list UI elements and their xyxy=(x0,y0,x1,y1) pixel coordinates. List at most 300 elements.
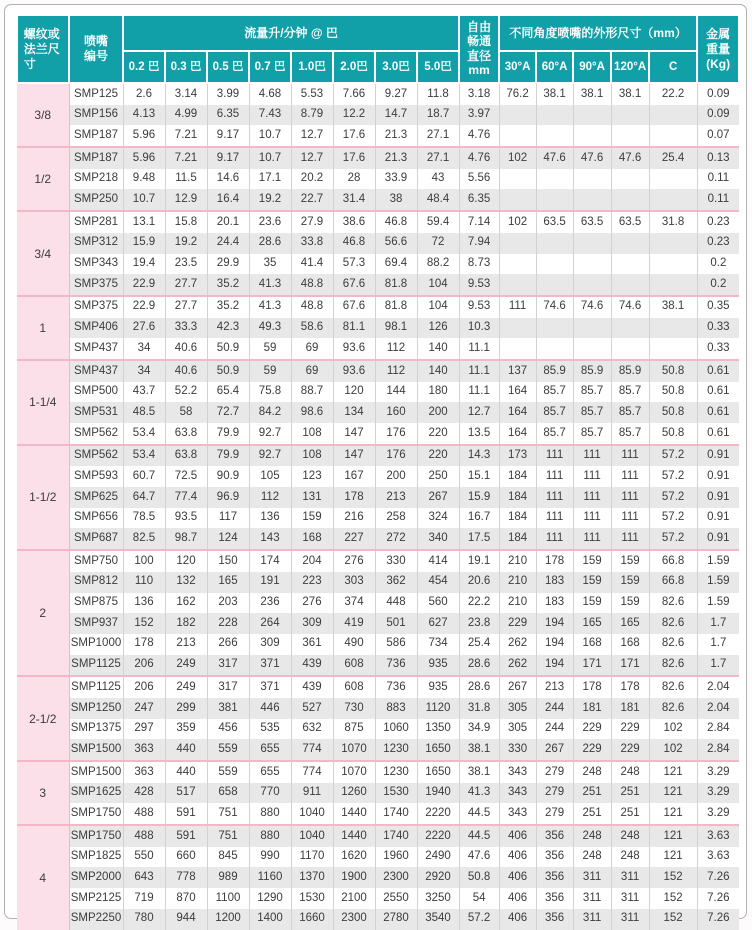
dim-cell: 74.6 xyxy=(611,296,649,318)
dim-cell: 305 xyxy=(499,719,536,740)
weight-cell: 0.61 xyxy=(697,402,739,423)
flow-cell: 880 xyxy=(249,803,291,825)
header-pressure-col: 0.2 巴 xyxy=(123,51,165,83)
dim-cell xyxy=(611,254,649,275)
flow-cell: 120 xyxy=(333,382,375,403)
dim-cell: 50.8 xyxy=(649,382,697,403)
dim-cell: 311 xyxy=(611,888,649,909)
flow-cell: 2300 xyxy=(375,867,417,888)
dim-cell xyxy=(573,338,611,360)
dim-cell: 305 xyxy=(499,698,536,719)
table-row xyxy=(17,360,739,382)
dim-cell xyxy=(499,274,536,296)
flow-cell: 140 xyxy=(417,338,459,360)
dim-cell: 47.6 xyxy=(573,147,611,169)
flow-cell: 100 xyxy=(123,550,165,572)
flow-cell: 1400 xyxy=(249,909,291,930)
flow-cell: 591 xyxy=(165,803,207,825)
dia-cell: 16.7 xyxy=(459,508,499,529)
dia-cell: 10.3 xyxy=(459,318,499,339)
flow-cell: 69 xyxy=(291,338,333,360)
flow-cell: 56.6 xyxy=(375,233,417,254)
flow-cell: 324 xyxy=(417,508,459,529)
flow-cell: 182 xyxy=(165,613,207,634)
flow-cell: 272 xyxy=(375,528,417,550)
flow-cell: 59 xyxy=(249,338,291,360)
flow-cell: 165 xyxy=(207,572,249,593)
dim-cell: 159 xyxy=(573,572,611,593)
flow-cell: 48.5 xyxy=(123,402,165,423)
flow-cell: 88.2 xyxy=(417,254,459,275)
header-pressure-col: 0.7 巴 xyxy=(249,51,291,83)
dim-cell: 152 xyxy=(649,909,697,930)
flow-cell: 53.4 xyxy=(123,423,165,445)
flow-cell: 935 xyxy=(417,655,459,677)
flow-cell: 1160 xyxy=(249,867,291,888)
flow-cell: 330 xyxy=(375,550,417,572)
flow-cell: 53.4 xyxy=(123,445,165,467)
flow-cell: 317 xyxy=(207,655,249,677)
flow-cell: 200 xyxy=(375,466,417,487)
table-row xyxy=(17,254,739,275)
flow-cell: 220 xyxy=(417,445,459,467)
table-row xyxy=(17,909,739,930)
flow-cell: 770 xyxy=(249,783,291,804)
dim-cell: 159 xyxy=(611,550,649,572)
dim-cell: 251 xyxy=(611,783,649,804)
flow-cell: 27.6 xyxy=(123,318,165,339)
dia-cell: 4.76 xyxy=(459,125,499,147)
header-size: 螺纹或法兰尺寸 xyxy=(17,15,69,83)
flow-cell: 5.96 xyxy=(123,147,165,169)
flow-cell: 178 xyxy=(123,634,165,655)
dia-cell: 38.1 xyxy=(459,739,499,761)
flow-cell: 7.21 xyxy=(165,125,207,147)
flow-cell: 3.14 xyxy=(165,83,207,105)
dim-cell xyxy=(573,169,611,190)
flow-cell: 60.7 xyxy=(123,466,165,487)
dim-cell: 50.8 xyxy=(649,423,697,445)
dia-cell: 14.3 xyxy=(459,445,499,467)
flow-cell: 11.8 xyxy=(417,83,459,105)
flow-cell: 98.7 xyxy=(165,528,207,550)
flow-cell: 734 xyxy=(417,634,459,655)
weight-cell: 0.91 xyxy=(697,508,739,529)
dim-cell: 356 xyxy=(536,847,573,868)
size-cell: 3 xyxy=(17,761,69,825)
flow-cell: 1740 xyxy=(375,803,417,825)
dim-cell xyxy=(573,105,611,126)
weight-cell: 0.07 xyxy=(697,125,739,147)
dia-cell: 44.5 xyxy=(459,825,499,847)
flow-cell: 1960 xyxy=(375,847,417,868)
table-row xyxy=(17,761,739,783)
dim-cell: 85.7 xyxy=(536,402,573,423)
flow-cell: 22.7 xyxy=(291,189,333,211)
flow-cell: 454 xyxy=(417,572,459,593)
dim-cell: 178 xyxy=(536,550,573,572)
dia-cell: 8.73 xyxy=(459,254,499,275)
flow-cell: 41.4 xyxy=(291,254,333,275)
flow-cell: 4.13 xyxy=(123,105,165,126)
flow-cell: 220 xyxy=(417,423,459,445)
flow-cell: 1040 xyxy=(291,803,333,825)
flow-cell: 31.4 xyxy=(333,189,375,211)
flow-cell: 69 xyxy=(291,360,333,382)
flow-cell: 23.6 xyxy=(249,211,291,233)
flow-cell: 236 xyxy=(249,593,291,614)
flow-cell: 93.6 xyxy=(333,360,375,382)
dim-cell: 244 xyxy=(536,719,573,740)
model-cell: SMP156 xyxy=(69,105,123,126)
dia-cell: 44.5 xyxy=(459,803,499,825)
dia-cell: 15.1 xyxy=(459,466,499,487)
dim-cell: 82.6 xyxy=(649,698,697,719)
model-cell: SMP593 xyxy=(69,466,123,487)
header-pressure-col: 2.0巴 xyxy=(333,51,375,83)
dim-cell: 248 xyxy=(611,761,649,783)
header-angle-col: 90°A xyxy=(573,51,611,83)
model-cell: SMP437 xyxy=(69,338,123,360)
dia-cell: 22.2 xyxy=(459,593,499,614)
dim-cell: 111 xyxy=(573,445,611,467)
flow-cell: 132 xyxy=(165,572,207,593)
dim-cell: 311 xyxy=(573,888,611,909)
dim-cell: 111 xyxy=(573,528,611,550)
weight-cell: 0.2 xyxy=(697,274,739,296)
model-cell: SMP375 xyxy=(69,274,123,296)
flow-cell: 1660 xyxy=(291,909,333,930)
flow-cell: 16.4 xyxy=(207,189,249,211)
flow-cell: 108 xyxy=(291,445,333,467)
flow-cell: 1070 xyxy=(333,761,375,783)
dim-cell: 50.8 xyxy=(649,402,697,423)
flow-cell: 340 xyxy=(417,528,459,550)
dim-cell: 311 xyxy=(611,909,649,930)
table-row xyxy=(17,83,739,105)
dim-cell: 184 xyxy=(499,508,536,529)
dim-cell: 63.5 xyxy=(611,211,649,233)
flow-cell: 11.5 xyxy=(165,169,207,190)
dim-cell: 406 xyxy=(499,867,536,888)
flow-cell: 517 xyxy=(165,783,207,804)
dim-cell: 85.7 xyxy=(611,402,649,423)
dim-cell xyxy=(611,125,649,147)
flow-cell: 267 xyxy=(417,487,459,508)
header-angle-col: 60°A xyxy=(536,51,573,83)
flow-cell: 50.9 xyxy=(207,360,249,382)
dim-cell: 168 xyxy=(611,634,649,655)
dim-cell: 25.4 xyxy=(649,147,697,169)
dia-cell: 57.2 xyxy=(459,909,499,930)
model-cell: SMP1125 xyxy=(69,655,123,677)
model-cell: SMP1625 xyxy=(69,783,123,804)
flow-cell: 870 xyxy=(165,888,207,909)
table-row xyxy=(17,698,739,719)
flow-cell: 27.7 xyxy=(165,274,207,296)
dim-cell: 137 xyxy=(499,360,536,382)
flow-cell: 27.9 xyxy=(291,211,333,233)
flow-cell: 150 xyxy=(207,550,249,572)
flow-cell: 1620 xyxy=(333,847,375,868)
dim-cell xyxy=(536,169,573,190)
flow-cell: 144 xyxy=(375,382,417,403)
dim-cell xyxy=(573,254,611,275)
flow-cell: 104 xyxy=(417,274,459,296)
flow-cell: 19.2 xyxy=(249,189,291,211)
flow-cell: 15.8 xyxy=(165,211,207,233)
table-row xyxy=(17,613,739,634)
dim-cell: 262 xyxy=(499,655,536,677)
dim-cell: 111 xyxy=(536,508,573,529)
dia-cell: 23.8 xyxy=(459,613,499,634)
dim-cell: 22.2 xyxy=(649,83,697,105)
dim-cell: 171 xyxy=(573,655,611,677)
flow-cell: 990 xyxy=(249,847,291,868)
flow-cell: 65.4 xyxy=(207,382,249,403)
dim-cell: 111 xyxy=(536,528,573,550)
dim-cell xyxy=(649,105,697,126)
dim-cell: 85.7 xyxy=(573,402,611,423)
flow-cell: 178 xyxy=(333,487,375,508)
size-cell: 1-1/2 xyxy=(17,445,69,550)
flow-cell: 3.99 xyxy=(207,83,249,105)
flow-cell: 28.6 xyxy=(249,233,291,254)
dia-cell: 47.6 xyxy=(459,847,499,868)
dim-cell: 111 xyxy=(611,487,649,508)
weight-cell: 0.61 xyxy=(697,423,739,445)
size-cell: 1/2 xyxy=(17,147,69,211)
dim-cell: 85.9 xyxy=(611,360,649,382)
dim-cell: 152 xyxy=(649,888,697,909)
flow-cell: 93.5 xyxy=(165,508,207,529)
weight-cell: 3.29 xyxy=(697,803,739,825)
flow-cell: 213 xyxy=(375,487,417,508)
dim-cell: 47.6 xyxy=(536,147,573,169)
weight-cell: 0.33 xyxy=(697,318,739,339)
flow-cell: 258 xyxy=(375,508,417,529)
dim-cell: 85.7 xyxy=(611,423,649,445)
flow-cell: 123 xyxy=(291,466,333,487)
table-row xyxy=(17,169,739,190)
flow-cell: 204 xyxy=(291,550,333,572)
flow-cell: 34 xyxy=(123,360,165,382)
weight-cell: 1.7 xyxy=(697,634,739,655)
flow-cell: 1740 xyxy=(375,825,417,847)
flow-cell: 174 xyxy=(249,550,291,572)
flow-cell: 27.1 xyxy=(417,147,459,169)
table-row xyxy=(17,274,739,296)
flow-cell: 264 xyxy=(249,613,291,634)
flow-cell: 297 xyxy=(123,719,165,740)
dim-cell: 183 xyxy=(536,593,573,614)
dia-cell: 17.5 xyxy=(459,528,499,550)
flow-cell: 317 xyxy=(207,676,249,698)
flow-cell: 49.3 xyxy=(249,318,291,339)
flow-cell: 120 xyxy=(165,550,207,572)
dia-cell: 11.1 xyxy=(459,338,499,360)
dim-cell: 229 xyxy=(499,613,536,634)
table-row xyxy=(17,825,739,847)
flow-cell: 84.2 xyxy=(249,402,291,423)
dim-cell: 152 xyxy=(649,867,697,888)
flow-cell: 112 xyxy=(249,487,291,508)
flow-cell: 15.9 xyxy=(123,233,165,254)
dim-cell: 343 xyxy=(499,761,536,783)
size-cell: 1 xyxy=(17,296,69,360)
dim-cell: 194 xyxy=(536,655,573,677)
flow-cell: 309 xyxy=(291,613,333,634)
dim-cell: 164 xyxy=(499,382,536,403)
dim-cell: 159 xyxy=(611,593,649,614)
flow-cell: 1440 xyxy=(333,825,375,847)
dim-cell: 111 xyxy=(611,466,649,487)
flow-cell: 206 xyxy=(123,676,165,698)
flow-cell: 33.9 xyxy=(375,169,417,190)
dim-cell: 244 xyxy=(536,698,573,719)
dim-cell: 102 xyxy=(499,211,536,233)
flow-cell: 1650 xyxy=(417,761,459,783)
dim-cell: 279 xyxy=(536,761,573,783)
dim-cell: 229 xyxy=(573,719,611,740)
flow-cell: 303 xyxy=(333,572,375,593)
weight-cell: 0.11 xyxy=(697,169,739,190)
size-cell: 2 xyxy=(17,550,69,676)
flow-cell: 180 xyxy=(417,382,459,403)
dim-cell: 183 xyxy=(536,572,573,593)
dim-cell xyxy=(649,233,697,254)
dim-cell xyxy=(536,233,573,254)
flow-cell: 108 xyxy=(291,423,333,445)
dia-cell: 12.7 xyxy=(459,402,499,423)
dim-cell: 210 xyxy=(499,593,536,614)
dia-cell: 20.6 xyxy=(459,572,499,593)
dim-cell: 111 xyxy=(573,487,611,508)
flow-cell: 14.7 xyxy=(375,105,417,126)
dim-cell: 356 xyxy=(536,825,573,847)
flow-cell: 448 xyxy=(375,593,417,614)
dia-cell: 54 xyxy=(459,888,499,909)
flow-cell: 227 xyxy=(333,528,375,550)
dim-cell xyxy=(499,125,536,147)
flow-cell: 774 xyxy=(291,761,333,783)
size-cell: 3/4 xyxy=(17,211,69,296)
weight-cell: 0.2 xyxy=(697,254,739,275)
header-nozzle: 喷嘴编号 xyxy=(69,15,123,83)
dim-cell xyxy=(499,105,536,126)
flow-cell: 249 xyxy=(165,676,207,698)
dia-cell: 19.1 xyxy=(459,550,499,572)
flow-cell: 247 xyxy=(123,698,165,719)
flow-cell: 104 xyxy=(417,296,459,318)
flow-cell: 1530 xyxy=(291,888,333,909)
dim-cell: 111 xyxy=(611,528,649,550)
dim-cell: 76.2 xyxy=(499,83,536,105)
dia-cell: 13.5 xyxy=(459,423,499,445)
dim-cell: 311 xyxy=(611,867,649,888)
dim-cell: 311 xyxy=(573,867,611,888)
weight-cell: 0.23 xyxy=(697,211,739,233)
dim-cell: 111 xyxy=(499,296,536,318)
dim-cell: 82.6 xyxy=(649,655,697,677)
flow-cell: 10.7 xyxy=(249,125,291,147)
flow-cell: 28 xyxy=(333,169,375,190)
dim-cell xyxy=(611,189,649,211)
flow-cell: 134 xyxy=(333,402,375,423)
dim-cell: 102 xyxy=(499,147,536,169)
flow-cell: 14.6 xyxy=(207,169,249,190)
flow-cell: 52.2 xyxy=(165,382,207,403)
flow-cell: 92.7 xyxy=(249,423,291,445)
dia-cell: 50.8 xyxy=(459,867,499,888)
dia-cell: 6.35 xyxy=(459,189,499,211)
header-angle-col: C xyxy=(649,51,697,83)
flow-cell: 98.6 xyxy=(291,402,333,423)
table-header xyxy=(17,15,739,83)
flow-cell: 92.7 xyxy=(249,445,291,467)
flow-cell: 276 xyxy=(333,550,375,572)
flow-cell: 67.6 xyxy=(333,296,375,318)
flow-cell: 126 xyxy=(417,318,459,339)
flow-cell: 1200 xyxy=(207,909,249,930)
flow-cell: 608 xyxy=(333,655,375,677)
dim-cell: 356 xyxy=(536,888,573,909)
dim-cell: 184 xyxy=(499,528,536,550)
flow-cell: 117 xyxy=(207,508,249,529)
dim-cell: 181 xyxy=(611,698,649,719)
table-row xyxy=(17,676,739,698)
header-weight: 金属重量(Kg) xyxy=(697,15,739,83)
flow-cell: 6.35 xyxy=(207,105,249,126)
flow-cell: 5.96 xyxy=(123,125,165,147)
dim-cell: 356 xyxy=(536,867,573,888)
flow-cell: 7.43 xyxy=(249,105,291,126)
dim-cell: 311 xyxy=(573,909,611,930)
weight-cell: 3.29 xyxy=(697,783,739,804)
nozzle-spec-table xyxy=(16,14,740,930)
flow-cell: 1350 xyxy=(417,719,459,740)
weight-cell: 3.63 xyxy=(697,825,739,847)
flow-cell: 550 xyxy=(123,847,165,868)
dim-cell xyxy=(536,125,573,147)
flow-cell: 501 xyxy=(375,613,417,634)
flow-cell: 2100 xyxy=(333,888,375,909)
flow-cell: 160 xyxy=(375,402,417,423)
flow-cell: 778 xyxy=(165,867,207,888)
dim-cell: 229 xyxy=(573,739,611,761)
flow-cell: 1370 xyxy=(291,867,333,888)
flow-cell: 67.6 xyxy=(333,274,375,296)
flow-cell: 1650 xyxy=(417,739,459,761)
model-cell: SMP562 xyxy=(69,423,123,445)
table-row xyxy=(17,318,739,339)
subheader-row xyxy=(17,51,739,83)
flow-cell: 1530 xyxy=(375,783,417,804)
flow-cell: 880 xyxy=(249,825,291,847)
flow-cell: 81.8 xyxy=(375,296,417,318)
header-flow-group: 流量升/分钟 @ 巴 xyxy=(123,15,459,51)
model-cell: SMP1825 xyxy=(69,847,123,868)
flow-cell: 27.1 xyxy=(417,125,459,147)
model-cell: SMP531 xyxy=(69,402,123,423)
flow-cell: 4.68 xyxy=(249,83,291,105)
flow-cell: 96.9 xyxy=(207,487,249,508)
flow-cell: 559 xyxy=(207,761,249,783)
dim-cell: 165 xyxy=(611,613,649,634)
weight-cell: 7.26 xyxy=(697,888,739,909)
dia-cell: 28.6 xyxy=(459,655,499,677)
flow-cell: 875 xyxy=(333,719,375,740)
